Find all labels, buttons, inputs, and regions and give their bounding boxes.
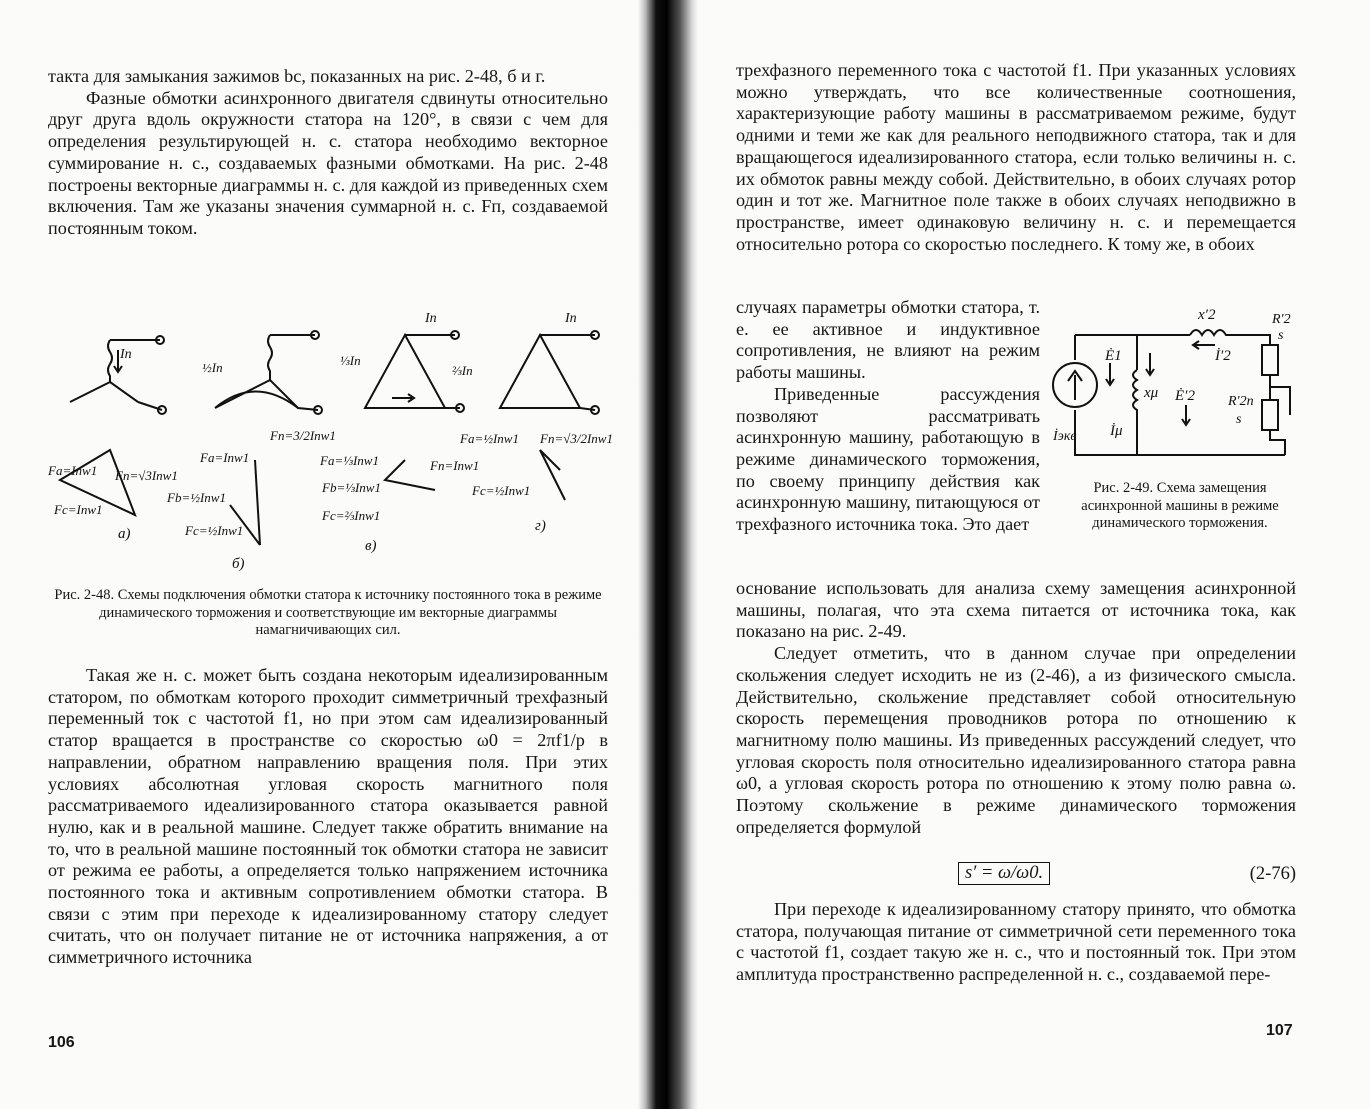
right-bottom-text	[736, 578, 1296, 838]
left-top-text	[48, 66, 608, 240]
label-E2: Ė′2	[1175, 388, 1195, 404]
right-top-text	[736, 60, 1296, 255]
figure-2-49-circuit	[1050, 305, 1310, 465]
label-xmu: xμ	[1144, 385, 1159, 401]
formula-row	[736, 862, 1296, 888]
label-v: в)	[365, 538, 377, 554]
label-two-thirds-In: ⅔Iп	[452, 363, 473, 378]
paragraph: случаях параметры обмотки статора, т. е. ее активное и индуктивное сопротивления, не влияют на режим работы машины.	[736, 297, 1040, 383]
label-E1: Ė1	[1105, 348, 1122, 364]
figure-2-48	[40, 300, 620, 580]
paragraph: Фазные обмотки асинхронного двигателя сдвинуты относительно друг друга вдоль окружности статора на 120°, в связи с чем для определения результирующей н. с. статора необходимо векторное суммирование н. с., создаваемых фазными обмотками. На рис. 2-48 построены векторные диаграммы н. с. для каждой из приведенных схем включения. Там же указаны значения суммарной н. с. Fп, создаваемой постоянным током.	[48, 87, 608, 238]
label-Imu: İμ	[1110, 423, 1123, 439]
left-page	[0, 0, 640, 1109]
label-v-Fc: Fc=⅔Iпw1	[322, 508, 381, 523]
label-g: г)	[535, 518, 546, 534]
label-g-Fn: Fп=√3/2Iпw1	[540, 431, 613, 446]
page-number-left: 106	[48, 1034, 75, 1051]
label-R2s-num: R′2	[1272, 312, 1291, 327]
label-v-Fn: Fп=Iпw1	[430, 458, 480, 473]
paragraph: трехфазного переменного тока с частотой f1. При указанных условиях можно утверждать, что все количественные соотношения, характеризующие работу машины в рассматриваемом режиме, будут одними и теми же как для реального неподвижного статора, так и для вращающегося идеализированного статора, если только величины н. с. их обмоток равны между собой. Действительно, в обоих случаях ротор один и тот же. Магнитное поле также в обоих случаях неподвижно в пространстве, имеет одинаковую величину н. с. и перемещается относительно ротора со скоростью последнего. К тому же, в обоих	[736, 60, 1296, 254]
label-x2: x′2	[1198, 307, 1216, 323]
paragraph: Такая же н. с. может быть создана некоторым идеализированным статором, по обмоткам которого проходит симметричный трехфазный переменный ток с частотой f1, но при этом сам идеализированный статор вращается в пространстве со скоростью ω0 = 2πf1/p в направлении, обратном направлению вращения поля. При этих условиях абсолютная угловая скорость магнитного поля рассматриваемого идеализированного статора оказывается равной нулю, как и в реальной машине. Следует также обратить внимание на то, что в реальной машине постоянный ток обмотки статора не зависит от режима ее работы, а определяется только напряжением источника постоянного тока и активным сопротивлением обмотки статора. В связи с этим при переходе к идеализированному статору следует считать, что он получает питание не от источника напряжения, а от симметричного источника	[48, 665, 608, 968]
paragraph: Приведенные рассуждения позволяют рассматривать асинхронную машину, работающую в режиме динамического торможения, по своему принципу действия как асинхронную машину, питающуюся от трехфазного источника тока. Это дает	[736, 383, 1040, 535]
label-a-Fc: Fc=Iпw1	[54, 502, 103, 517]
book-gutter	[638, 0, 698, 1109]
right-wrap-text	[736, 297, 1040, 536]
label-g-Fa: Fa=½Iпw1	[460, 431, 519, 446]
label-b-Fn: Fп=3/2Iпw1	[270, 428, 336, 443]
label-In-a: Iп	[120, 347, 132, 362]
formula: s′ = ω/ω0.	[958, 862, 1050, 885]
label-In-g: Iп	[565, 311, 577, 326]
label-v-Fb: Fb=⅓Iпw1	[322, 480, 381, 495]
label-b-Fb: Fb=½Iпw1	[167, 490, 226, 505]
figure-2-48-caption: Рис. 2-48. Схемы подключения обмотки статора к источнику постоянного тока в режиме динамического торможения и соответствующие им векторные диаграммы намагничивающих сил.	[54, 587, 602, 638]
label-a-Fa: Fa=Iпw1	[48, 463, 98, 478]
label-a-Fn: Fп=√3Iпw1	[115, 468, 178, 483]
label-I2: İ′2	[1215, 348, 1231, 364]
paragraph: Следует отметить, что в данном случае при определении скольжения следует исходить не из (2-46), а из физического смысла. Действительно, скольжение представляет собой относительную скорость перемещения проводников ротора по отношению к магнитному полю машины. Из приведенных рассуждений следует, что угловая скорость поля относительно идеализированного статора равна ω0, а угловая скорость ротора по отношению к этому полю равна ω. Поэтому скольжение в режиме динамического торможения определяется формулой	[736, 643, 1296, 837]
figure-2-49-caption: Рис. 2-49. Схема замещения асинхронной машины в режиме динамического торможения.	[1081, 480, 1279, 531]
formula-number: (2-76)	[1249, 864, 1296, 884]
label-R2n-den: s	[1236, 412, 1242, 427]
label-a: а)	[118, 526, 131, 542]
left-bottom-text	[48, 665, 608, 969]
paragraph: такта для замыкания зажимов bc, показанных на рис. 2-48, б и г.	[48, 66, 546, 86]
page-number-right: 107	[1266, 1022, 1293, 1039]
right-page	[700, 0, 1370, 1109]
label-v-Fa: Fa=⅓Iпw1	[320, 453, 379, 468]
label-R2s-den: s	[1278, 328, 1284, 343]
label-b-Fa: Fa=Iпw1	[200, 450, 250, 465]
label-In-v: Iп	[425, 311, 437, 326]
paragraph: основание использовать для анализа схему замещения асинхронной машины, полагая, что эта схема питается от источника тока, как показано на рис. 2-49.	[736, 578, 1296, 642]
label-Iekv: İэкв	[1053, 429, 1077, 444]
label-b-Fc: Fc=½Iпw1	[185, 523, 244, 538]
label-R2n-num: R′2п	[1228, 394, 1254, 409]
right-final-text	[736, 899, 1296, 986]
paragraph: При переходе к идеализированному статору принято, что обмотка статора, получающая питание от симметричной сети переменного тока с частотой f1, создает такую же н. с., что и постоянный ток. При этом амплитуда пространственно распределенной н. с., создаваемой пере-	[736, 899, 1296, 985]
label-half-In: ½Iп	[202, 360, 223, 375]
label-g-Fc: Fc=½Iпw1	[472, 483, 531, 498]
label-b: б)	[232, 556, 245, 572]
label-third-In: ⅓Iп	[340, 353, 361, 368]
